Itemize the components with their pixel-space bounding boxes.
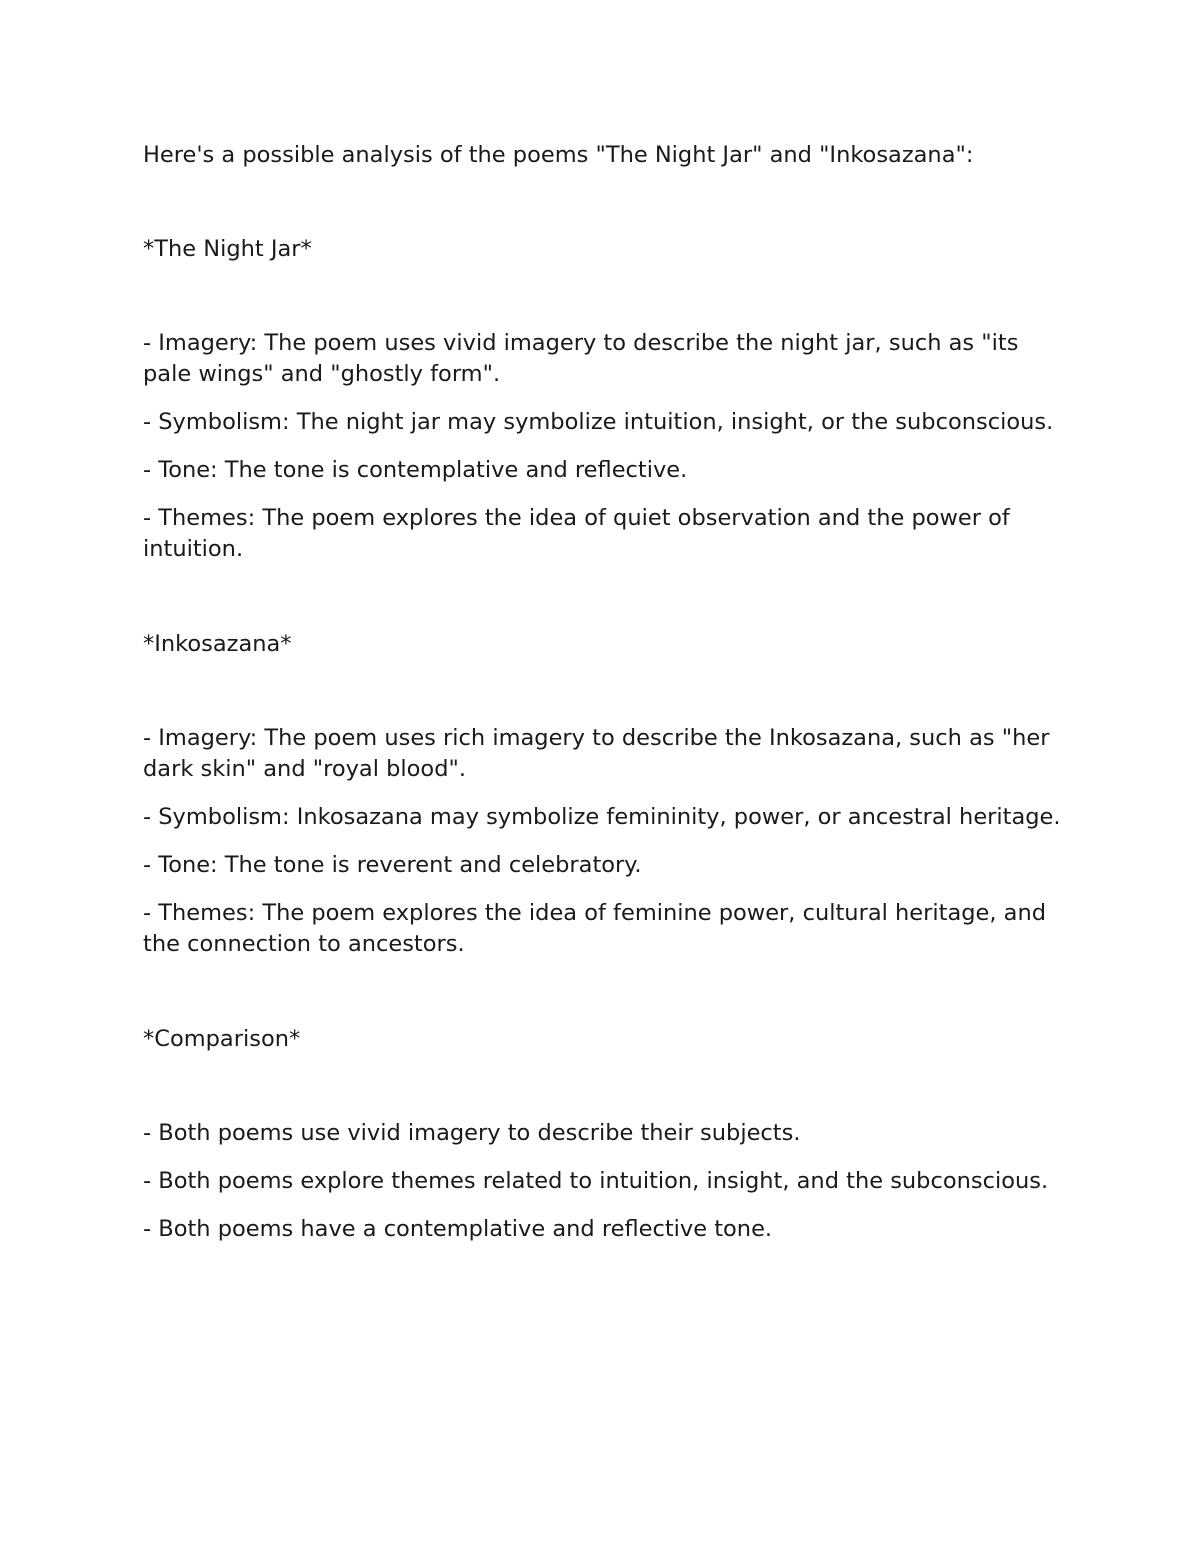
bullet-item: - Imagery: The poem uses vivid imagery to describe the night jar, such as "its pale wings" and "ghostly form".	[143, 330, 1019, 387]
bullet-item: - Both poems have a contemplative and reflective tone.	[143, 1216, 773, 1242]
bullet-item: - Imagery: The poem uses rich imagery to describe the Inkosazana, such as "her dark skin" and "royal blood".	[143, 725, 1050, 782]
bullet-item: - Tone: The tone is contemplative and reflective.	[143, 457, 688, 483]
bullet-item: - Symbolism: The night jar may symbolize intuition, insight, or the subconscious.	[143, 409, 1054, 435]
section-heading: *Inkosazana*	[143, 631, 292, 657]
bullet-item: - Both poems explore themes related to intuition, insight, and the subconscious.	[143, 1168, 1049, 1194]
bullet-item: - Symbolism: Inkosazana may symbolize femininity, power, or ancestral heritage.	[143, 804, 1061, 830]
section-heading: *The Night Jar*	[143, 236, 312, 262]
bullet-item: - Both poems use vivid imagery to describe their subjects.	[143, 1120, 801, 1146]
document-page	[143, 140, 1073, 1262]
bullet-item: - Tone: The tone is reverent and celebratory.	[143, 852, 642, 878]
bullet-item: - Themes: The poem explores the idea of quiet observation and the power of intuition.	[143, 505, 1010, 562]
bullet-item: - Themes: The poem explores the idea of feminine power, cultural heritage, and the connection to ancestors.	[143, 900, 1046, 957]
section-comparison	[143, 1024, 1073, 1245]
section-night-jar	[143, 234, 1073, 565]
intro-paragraph: Here's a possible analysis of the poems "The Night Jar" and "Inkosazana":	[143, 142, 974, 168]
section-heading: *Comparison*	[143, 1026, 301, 1052]
section-inkosazana	[143, 629, 1073, 960]
